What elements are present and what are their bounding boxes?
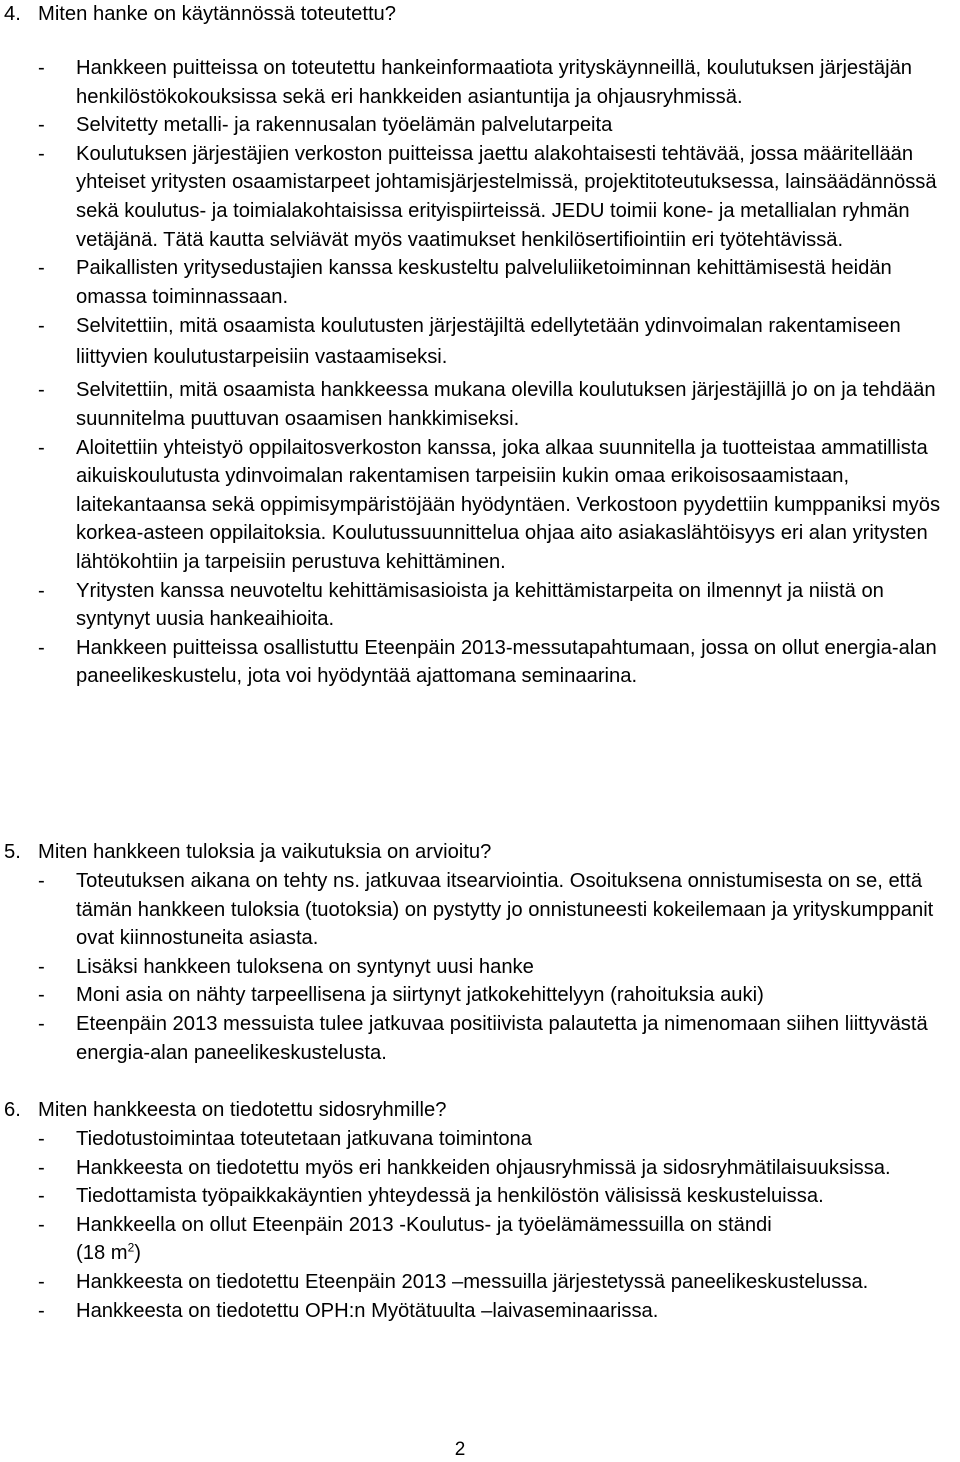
list-item [0, 1211, 960, 1268]
list-item [0, 577, 960, 634]
section-4 [0, 0, 960, 691]
dash-bullet: - [38, 57, 45, 79]
list-item [0, 1154, 960, 1183]
stand-size-exponent: 2 [127, 1240, 135, 1255]
list-item [0, 953, 960, 982]
list-item-text: Moni asia on nähty tarpeellisena ja siirtynyt jatkokehittelyyn (rahoituksia auki) [76, 984, 764, 1007]
list-item-text [76, 1214, 772, 1265]
list-item-text: Hankkeesta on tiedotettu myös eri hankkeiden ohjausryhmissä ja sidosryhmätilaisuuksissa. [76, 1156, 891, 1179]
list-item-text: Selvitetty metalli- ja rakennusalan työelämän palvelutarpeita [76, 114, 613, 137]
section-5 [0, 838, 960, 1067]
list-item-text: Paikallisten yritysedustajien kanssa keskusteltu palveluliiketoiminnan kehittämisestä heidän omassa toiminnassaan. [76, 257, 892, 308]
list-item-text: Eteenpäin 2013 messuista tulee jatkuvaa positiivista palautetta ja nimenomaan siihen liittyvästä energia-alan paneelikeskustelusta. [76, 1012, 928, 1064]
list-item-text: Tiedottamista työpaikkakäyntien yhteydessä ja henkilöstön välisissä keskusteluissa. [76, 1185, 824, 1208]
dash-bullet: - [38, 1156, 45, 1179]
list-item-text: Selvitettiin, mitä osaamista koulutusten järjestäjiltä edellytetään ydinvoimalan rakentamiseen liittyvien koulutustarpeisiin vastaamiseksi. [76, 315, 901, 369]
list-item [0, 981, 960, 1010]
list-item [0, 1297, 960, 1326]
dash-bullet: - [38, 1185, 45, 1208]
bullet-list [0, 54, 960, 691]
dash-bullet: - [38, 579, 45, 602]
bullet-list [0, 1125, 960, 1325]
dash-bullet: - [38, 379, 45, 402]
section-number: 6. [4, 1099, 21, 1121]
list-item-text: Aloitettiin yhteistyö oppilaitosverkoston kanssa, joka alkaa suunnitella ja tuotteistaa ammatillista aikuiskoulutusta ydinvoimalan rakentamisen tarpeisiin kukin omaa erikoisosaamistaan, laitekantaansa sekä oppimisympäristöjään hyödyntäen. Verkostoon pyydettiin kumppaniksi myös korkea-asteen oppilaitoksia. Koulutussuunnittelua ohjaa aito asiakaslähtöisyys eri alan yritysten lähtökohtiin ja tarpeisiin perustuva kehittäminen. [76, 436, 941, 573]
dash-bullet: - [38, 114, 45, 137]
list-item-text: Lisäksi hankkeen tuloksena on syntynyt uusi hanke [76, 955, 534, 978]
list-item-text: Hankkeesta on tiedotettu OPH:n Myötätuulta –laivaseminaarissa. [76, 1299, 659, 1322]
section-number: 4. [4, 3, 21, 25]
list-item [0, 311, 960, 373]
list-item [0, 54, 960, 111]
stand-size-open: (18 m [76, 1242, 128, 1265]
dash-bullet: - [38, 436, 45, 459]
list-item-text: Hankkeen puitteissa on toteutettu hankeinformaatiota yrityskäynneillä, koulutuksen järjestäjän henkilöstökokouksissa sekä eri hankkeiden asiantuntija ja ohjausryhmissä. [76, 57, 913, 108]
section-title: Miten hankkeen tuloksia ja vaikutuksia on arvioitu? [38, 841, 492, 863]
section-number: 5. [4, 841, 21, 863]
list-item-text: Koulutuksen järjestäjien verkoston puitteissa jaettu alakohtaisesti tehtävää, jossa määritellään yhteiset yritysten osaamistarpeet johtamisjärjestelmissä, projektitoteutuksessa, lainsäädännössä sekä koulutus- ja toimialakohtaisissa erityispiirteissä. JEDU toimii kone- ja metallialan ryhmän vetäjänä. Tätä kautta selviävät myös vaatimukset henkilösertifiointiin eri työtehtävissä. [76, 142, 937, 251]
list-item [0, 1010, 960, 1067]
list-item [0, 376, 960, 433]
dash-bullet: - [38, 1299, 45, 1322]
list-item-text: Toteutuksen aikana on tehty ns. jatkuvaa itsearviointia. Osoituksena onnistumisesta on se, että tämän hankkeen tuloksia (tuotoksia) on pystytty jo onnistuneesti kokeilemaan ja yrityskumppanit ovat kiinnostuneita asiasta. [76, 870, 934, 950]
dash-bullet: - [38, 870, 45, 892]
dash-bullet: - [38, 142, 45, 165]
list-item [0, 1182, 960, 1211]
list-item [0, 254, 960, 311]
list-item-text: Yritysten kanssa neuvoteltu kehittämisasioista ja kehittämistarpeita on ilmennyt ja niistä on syntynyt uusia hankeaihioita. [76, 579, 884, 631]
dash-bullet: - [38, 1213, 45, 1236]
dash-bullet: - [38, 257, 45, 280]
list-item [0, 634, 960, 691]
list-item [0, 434, 960, 577]
section-heading [0, 838, 960, 867]
list-item-text: Selvitettiin, mitä osaamista hankkeessa mukana olevilla koulutuksen järjestäjillä jo on ja tehdään suunnitelma puuttuvan osaamisen hankkimiseksi. [76, 379, 936, 430]
stand-size-close: ) [134, 1242, 142, 1265]
section-6 [0, 1096, 960, 1325]
dash-bullet: - [38, 955, 45, 978]
dash-bullet: - [38, 984, 45, 1007]
list-item-text-main: Hankkeella on ollut Eteenpäin 2013 -Koulutus- ja työelämämessuilla on ständi [76, 1213, 772, 1236]
list-item [0, 1125, 960, 1154]
list-item [0, 1268, 960, 1297]
dash-bullet: - [38, 315, 45, 338]
dash-bullet: - [38, 1270, 45, 1293]
section-title: Miten hanke on käytännössä toteutettu? [38, 3, 397, 25]
section-heading [0, 0, 960, 29]
dash-bullet: - [38, 636, 45, 659]
section-title: Miten hankkeesta on tiedotettu sidosryhmille? [38, 1099, 447, 1121]
list-item-text: Tiedotustoimintaa toteutetaan jatkuvana toimintona [76, 1128, 533, 1150]
list-item [0, 140, 960, 254]
section-heading [0, 1096, 960, 1125]
list-item [0, 867, 960, 953]
page-number: 2 [454, 1439, 466, 1460]
list-item-text: Hankkeen puitteissa osallistuttu Eteenpäin 2013-messutapahtumaan, jossa on ollut energia-alan paneelikeskustelu, jota voi hyödyntää ajattomana seminaarina. [76, 636, 937, 688]
bullet-list [0, 867, 960, 1067]
list-item-text: Hankkeesta on tiedotettu Eteenpäin 2013 –messuilla järjestetyssä paneelikeskustelussa. [76, 1270, 869, 1293]
list-item [0, 111, 960, 140]
dash-bullet: - [38, 1128, 45, 1150]
dash-bullet: - [38, 1012, 45, 1035]
